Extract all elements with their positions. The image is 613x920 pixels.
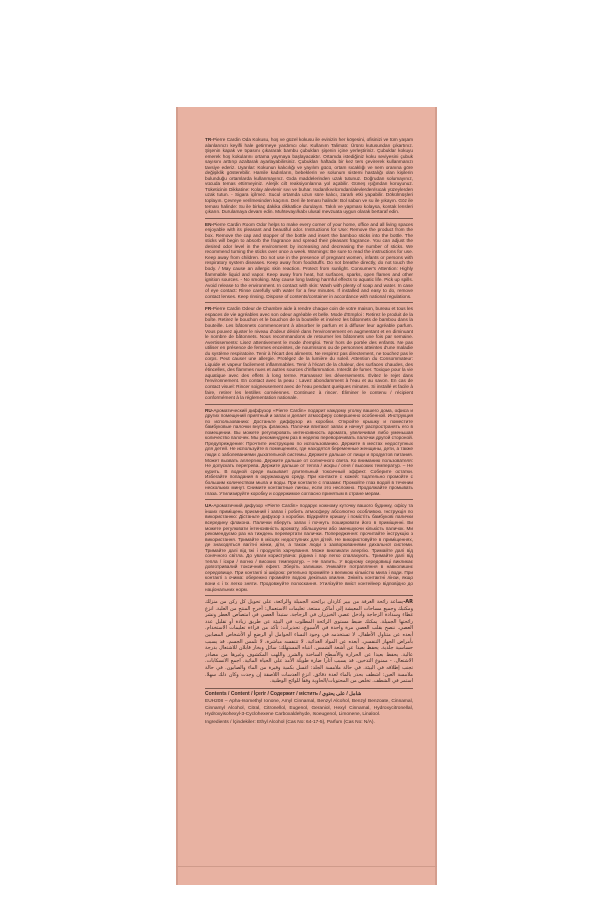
separator <box>205 688 413 689</box>
contents-title: Contents / Content / İçerir / Содержит / містить / شامل / على يحتوي <box>205 690 362 697</box>
separator <box>205 302 413 303</box>
separator <box>205 499 413 500</box>
text-en: EN-Pierre Cardin Room Odor helps to make every corner of your home, office and all living spaces enjoyable with its pleasant and beautiful odor. Instructions for Use: Remove the product from the box. Remove the cap and stopper of the bottle and insert the bamboo sticks into the bottle. The sticks will begin to absorb the fragrance and spread their pleasant fragrance. You can adjust the desired odor level in the environment by increasing and decreasing the number of sticks. We recommend turning the sticks over once a week. Warnings: Be sure to read the instructions for use. Keep away from children. Do not use in the presence of pregnant women, infants or persons with respiratory system diseases. Keep away from foodstuffs. Do not breathe directly, do not touch the body. / May cause an allergic skin reaction. Protect from sunlight. Consumer's Attention: Highly flammable liquid and vapor. Keep away from heat, hot surfaces, sparks, open flames and other ignition sources. - No smoking. May cause long lasting harmful effects to aquatic life. Pick up spills. Avoid release to the environment. In contact with skin: Wash with plenty of soap and water. In case of eye contact: Rinse carefully with water for a few minutes. If installed and easy to do, remove contact lenses. Keep rinsing. Dispose of contents/container in accordance with national regulations. <box>205 221 413 299</box>
separator <box>205 595 413 596</box>
box-fold-line <box>176 866 437 867</box>
separator <box>205 218 413 219</box>
text-fr: FR-Pierre Cardin Odeur de Chambre aide à rendre chaque coin de votre maison, bureau et tous les espaces de vie agréables avec son odeur agréable et belle. Mode d'Emploi : Retirez le produit de la boîte. Retirez le bouchon et le bouchon de la bouteille et insérez les bâtonnets de bambou dans la bouteille. Les bâtonnets commenceront à absorber le parfum et à diffuser leur agréable parfum. Vous pouvez ajuster le niveau d'odeur désiré dans l'environnement en augmentant et en diminuant le nombre de bâtonnets. Nous recommandons de retourner les bâtonnets une fois par semaine. Avertissements: Lisez attentivement le mode d'emploi. Tenir hors de portée des enfants. Ne pas utiliser en présence de femmes enceintes, de nourrissons ou de personnes atteintes d'une maladie du système respiratoire. Tenir à l'écart des aliments. Ne respirez pas directement, ne touchez pas le corps. Peut causer une allergie. Protégez de la lumière du soleil. Attention du Consommateur: Liquide et vapeur facilement inflammables. Tenir à l'écart de la chaleur, des surfaces chaudes, des étincelles, des flammes nues et autres sources d'inflammation. Interdit de fumer. Toxique pour la vie aquatique avec des effets à long terme. Ramassez les déversements. Évitez le rejet dans l'environnement. En contact avec la peau : Lavez abondamment à l'eau et au savon. En cas de contact visuel: Rincer soigneusement avec de l'eau pendant quelques minutes. Si installé et facile à faire, retirer les lentilles cornéennes. Continuez à rincer. Éliminer le contenu / récipient conformément à la réglementation nationale. <box>205 306 413 401</box>
label-text-block <box>205 137 413 837</box>
separator <box>205 404 413 405</box>
text-ar: AR-يساعد رائحة الغرفة من بيير كاردان برائحته الجميلة والرائعة، على تحويل كل ركن من منزلك ومكتبك وجميع مساحات المعيشة إلى أماكن ممتعة. تعليمات الاستعمال: أخرج المنتج من العلبة. انزع غطاء وسدادة الزجاجة وأدخل عصي الخيزران في الزجاجة. ستبدأ العصي في امتصاص العطر ونشر رائحتها الجميلة. يمكنك ضبط مستوى الرائحة المطلوب في البيئة عن طريق زيادة أو تقليل عدد العصي. ننصح بقلب العصي مرة واحدة في الأسبوع. تحذيرات: تأكد من قراءة تعليمات الاستخدام. أبعده عن متناول الأطفال. لا تستخدمه في وجود النساء الحوامل أو الرضع أو الأشخاص المصابين بأمراض الجهاز التنفسي. أبعده عن المواد الغذائية. لا تتنفسه مباشرة، لا تلمس الجسم. قد يسبب حساسية جلدية. يحفظ بعيدا عن أشعة الشمس. انتباه المستهلك: سائل وبخار قابلان للاشتعال بدرجة عالية. يحفظ بعيدا عن الحرارة والأسطح الساخنة والشرر واللهب المكشوف وغيرها من مصادر الاشتعال. - ممنوع التدخين. قد يسبب آثارا ضارة طويلة الأمد على الحياة المائية. اجمع الانسكابات. تجنب إطلاقه في البيئة. في حالة ملامسة الجلد: اغسل بكمية وفيرة من الماء والصابون. في حالة ملامسة العين: اشطف بحذر بالماء لعدة دقائق. انزع العدسات اللاصقة إن وجدت وكان ذلك سهلا. استمر في الشطف. تخلص من المحتويات/الحاوية وفقا للوائح الوطنية. <box>205 599 413 685</box>
ingredients-list: Ingredients / İçindekiler: Ethyl Alcohol (Cas No: 64-17-5), Parfum (Cas No: N/A). <box>205 719 375 725</box>
text-ua: UA-Ароматичний дифузор «Pierre Cardin» подарує кожному куточку вашого будинку, офісу та інших приміщень приємний і запах і робить атмосферу абсолютно особливою. Інструкція по використанню: Дістаньте дифузор з коробки. Відкрийте кришку і помістіть бамбукові палички всередину флакона. Палички вберуть запах і почнуть поширювати його в приміщенні. Ви можете регулювати інтенсивність аромату, збільшуючи або зменшуючи кількість паличок. Ми рекомендуємо раз на тиждень перевертати палички. Попередження: прочитайте інструкцію з використання. Тримайте в місцях недоступних для дітей. Не використовуйте в приміщеннях, де знаходяться вагітні жінки, діти, а також люди з захворюваннями дихальної системи. Тримайте далі від їжі і продуктів харчування. Може викликати алергію. Тримайте далі від сонячного світла. До уваги користувача: рідина і пар легко спалахують. Тримайте далі від тепла / іскри / вогню / високих температур. – Не палить. У водному середовищі викликає довготривалий токсичний ефект. Зберіть залишки. Уникайте потрапляння в навколишнє середовище. При контакті зі шкірою: ретельно промийте з великою кількістю мила і води. При контакті з очима: обережно промийте водою декілька хвилин. Зніміть контактні лінзи, якщо вони є і їх легко зняти. Продовжуйте полоскання. Утилізуйте вміст контейнер відповідно до національних норм. <box>205 503 413 592</box>
text-tr: TR-Pierre Cardin Oda Kokusu, hoş ve güzel kokusu ile evinizin her köşesini, ofisinizi ve tüm yaşam alanlarınızı keyifli hale getirmeye yardımcı olur. Kullanım Talimatı: Ürünü kutusundan çıkartınız. Şişenin kapak ve tıpasını çıkararak bambu çubukları şişenin içine yerleştiriniz. Çubuklar kokuyu emerek hoş kokularını ortama yaymaya başlayacaktır. Ortamda istediğiniz koku seviyesini çubuk sayısını arttırıp azaltarak ayarlayabilirsiniz. Çubukları haftada bir kez ters çevirerek kullanmanızı tavsiye ederiz. Uyarılar: Kokunun kalıcılığı ve yayılım gücü, ortam sıcaklığı ve nem oranına göre değişiklik gösterebilir. Hamile kadınların, bebeklerin ve solunum sistemi hastalığı olan kişilerin bulunduğu ortamlarda kullanmayınız. Gıda maddelerinden uzak tutunuz. Doğrudan solumayınız, vücuda temas ettirmeyiniz. Alerjik cilt reaksiyonlarına yol açabilir. Güneş ışığından koruyunuz. Tüketicinin Dikkatine: Kolay alevlenir sıvı ve buhar. Isıdan/kıvılcımdan/alevlerden/sıcak yüzeylerden uzak tutun. - Sigara içilmez. Sucul ortamda uzun süre kalıcı, zararlı etki yapabilir. Dökülmüşleri toplayın. Çevreye verilmesinden kaçının. Deri ile teması halinde: Bol sabun ve su ile yıkayın. Göz ile teması halinde: Su ile birkaç dakika dikkatlice durulayın. Takılı ve yapması kolaysa, kontak lensleri çıkarın. Durulamaya devam edin. Muhtevayı/kabı ulusal mevzuata uygun olarak bertaraf edin. <box>205 137 413 215</box>
text-ru: RU-Ароматический диффузор «Pierre Cardin» подарит каждому уголку вашего дома, офиса и других помещений приятный и запах и делает атмосферу совершенно особенной. Инструкция по использованию: Достаньте диффузор из коробки. Откройте крышку и поместите бамбуковые палочки внутрь флакона. Палочки впитают запах и начнут распространять его в помещении. Вы можете регулировать интенсивность аромата, увеличивая либо уменьшая количество палочек. Мы рекомендуем раз в неделю переворачивать палочки другой стороной. Предупреждение: Прочтите инструкцию по использованию. Держите в местах недоступных для детей. Не используйте в помещениях, где находятся беременные женщины, дети, а также люди с заболеваниями дыхательной системы. Держите дальше от пищи и продуктов питания. Может вызвать аллергию. Держите дальше от солнечного света. Ко вниманию пользователя: Не допускать перегрева. Держите дальше от тепла / искры / огня / высоких температур. – Не курить. В водной среде вызывает длительный токсичный эффект. Соберите остатки. Избегайте попадания в окружающую среду. При контакте с кожей: тщательно промойте с большим количеством мыла и воды. При контакте с глазами: Промойте глаз водой в течении нескольких минут. Снимите контактные линзы, если это несложно. Продолжайте промывать глаза. Утилизируйте коробку и содержимое согласно принятым в стране мерам. <box>205 407 413 496</box>
allergens-list: EUH208 – Apha-Isomethyl Ionone, Amyl Cinnamal, Benzyl Alcohol, Benzyl Benzoate, Cinnamal, Cinnamyl Alcohol, Citral, Citronellol, Eugenol, Geraniol, Hexyl Cinnamal, Hydroxycitronellal, Hydroxyisohexyl-3-Cyclohexene Carboxaldehyde, Isoeugenol, Limonene, Linalool. <box>205 699 413 717</box>
